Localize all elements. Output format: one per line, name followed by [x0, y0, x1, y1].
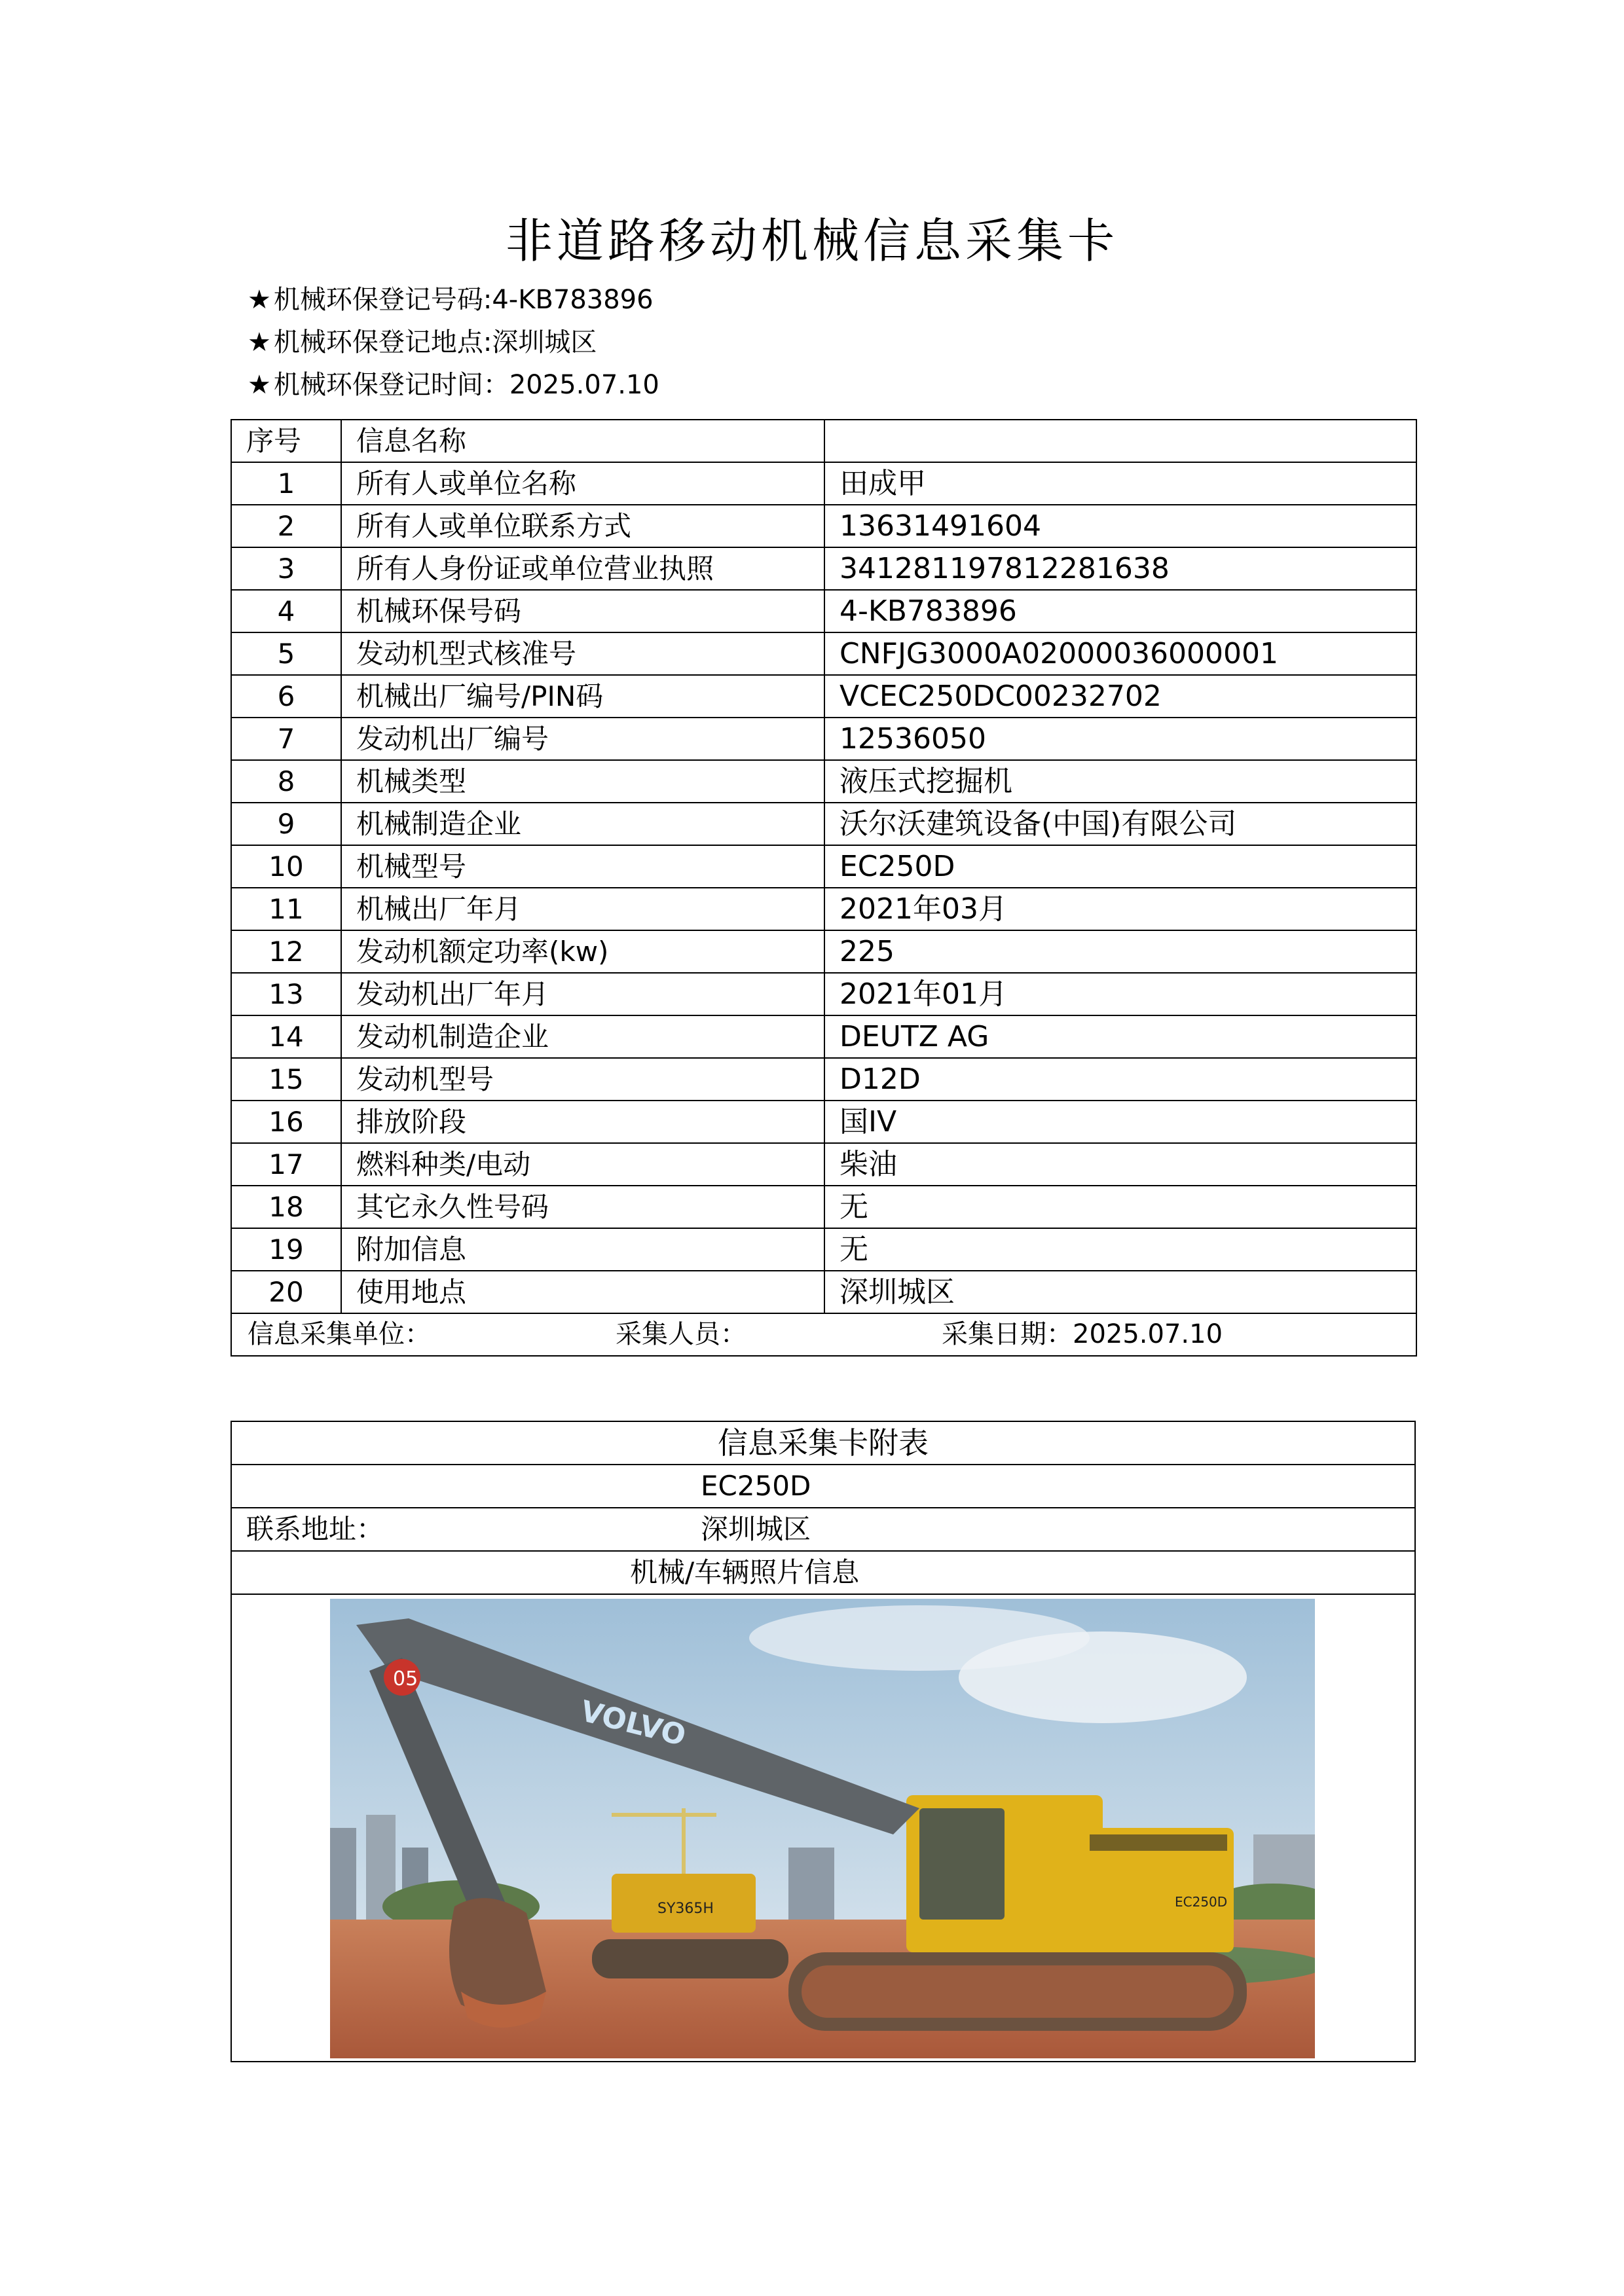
star-icon: ★ [248, 285, 271, 315]
table-row: 3 所有人身份证或单位营业执照 341281197812281638 [231, 547, 1416, 590]
photo-side-model: EC250D [1175, 1894, 1228, 1910]
table-row: 8 机械类型 液压式挖掘机 [231, 760, 1416, 803]
appendix-table [231, 1421, 1416, 2062]
info-table [231, 419, 1417, 1357]
appendix-address-row [232, 1508, 1414, 1552]
photo-brand: VOLVO [577, 1694, 690, 1753]
table-row: 16 排放阶段 国IV [231, 1101, 1416, 1143]
photo-info-label: 机械/车辆照片信息 [630, 1556, 860, 1588]
collection-date: 采集日期：2025.07.10 [942, 1319, 1223, 1349]
table-row: 20 使用地点 深圳城区 [231, 1271, 1416, 1313]
header-no: 序号 [231, 420, 341, 462]
table-row: 5 发动机型式核准号 CNFJG3000A02000036000001 [231, 632, 1416, 675]
appendix-model: EC250D [701, 1470, 811, 1502]
header-name: 信息名称 [341, 420, 824, 462]
star-icon: ★ [248, 327, 271, 357]
registration-number: ★ 机械环保登记号码:4-KB783896 [248, 285, 654, 315]
excavator-photo [330, 1599, 1315, 2058]
star-icon: ★ [248, 370, 271, 400]
appendix-title: 信息采集卡附表 [232, 1422, 1414, 1465]
table-row: 12 发动机额定功率(kw) 225 [231, 930, 1416, 973]
collection-unit: 信息采集单位： [248, 1319, 431, 1349]
photo-number: 05 [393, 1667, 418, 1690]
page-title: 非道路移动机械信息采集卡 [505, 213, 1118, 268]
table-row: 13 发动机出厂年月 2021年01月 [231, 973, 1416, 1015]
table-row: 15 发动机型号 D12D [231, 1058, 1416, 1101]
table-header-row [231, 420, 1416, 462]
table-row: 7 发动机出厂编号 12536050 [231, 718, 1416, 760]
address-value: 深圳城区 [701, 1513, 811, 1545]
address-label: 联系地址： [246, 1513, 384, 1545]
table-row: 19 附加信息 无 [231, 1228, 1416, 1271]
table-row: 14 发动机制造企业 DEUTZ AG [231, 1015, 1416, 1058]
table-footer-row [231, 1313, 1416, 1356]
collection-footer [231, 1313, 1416, 1356]
table-row: 17 燃料种类/电动 柴油 [231, 1143, 1416, 1186]
registration-location: ★ 机械环保登记地点:深圳城区 [248, 327, 597, 357]
table-row: 6 机械出厂编号/PIN码 VCEC250DC00232702 [231, 675, 1416, 718]
table-row: 11 机械出厂年月 2021年03月 [231, 888, 1416, 930]
table-row: 18 其它永久性号码 无 [231, 1186, 1416, 1228]
header-value [824, 420, 1416, 462]
photo-info-row [232, 1552, 1414, 1595]
table-row: 10 机械型号 EC250D [231, 845, 1416, 888]
table-row: 2 所有人或单位联系方式 13631491604 [231, 505, 1416, 547]
table-row: 4 机械环保号码 4-KB783896 [231, 590, 1416, 632]
photo-other-model: SY365H [657, 1901, 714, 1917]
table-row: 1 所有人或单位名称 田成甲 [231, 462, 1416, 505]
registration-time: ★ 机械环保登记时间：2025.07.10 [248, 370, 659, 400]
table-row: 9 机械制造企业 沃尔沃建筑设备(中国)有限公司 [231, 803, 1416, 845]
collector: 采集人员： [616, 1319, 747, 1349]
appendix-model-row [232, 1465, 1414, 1508]
